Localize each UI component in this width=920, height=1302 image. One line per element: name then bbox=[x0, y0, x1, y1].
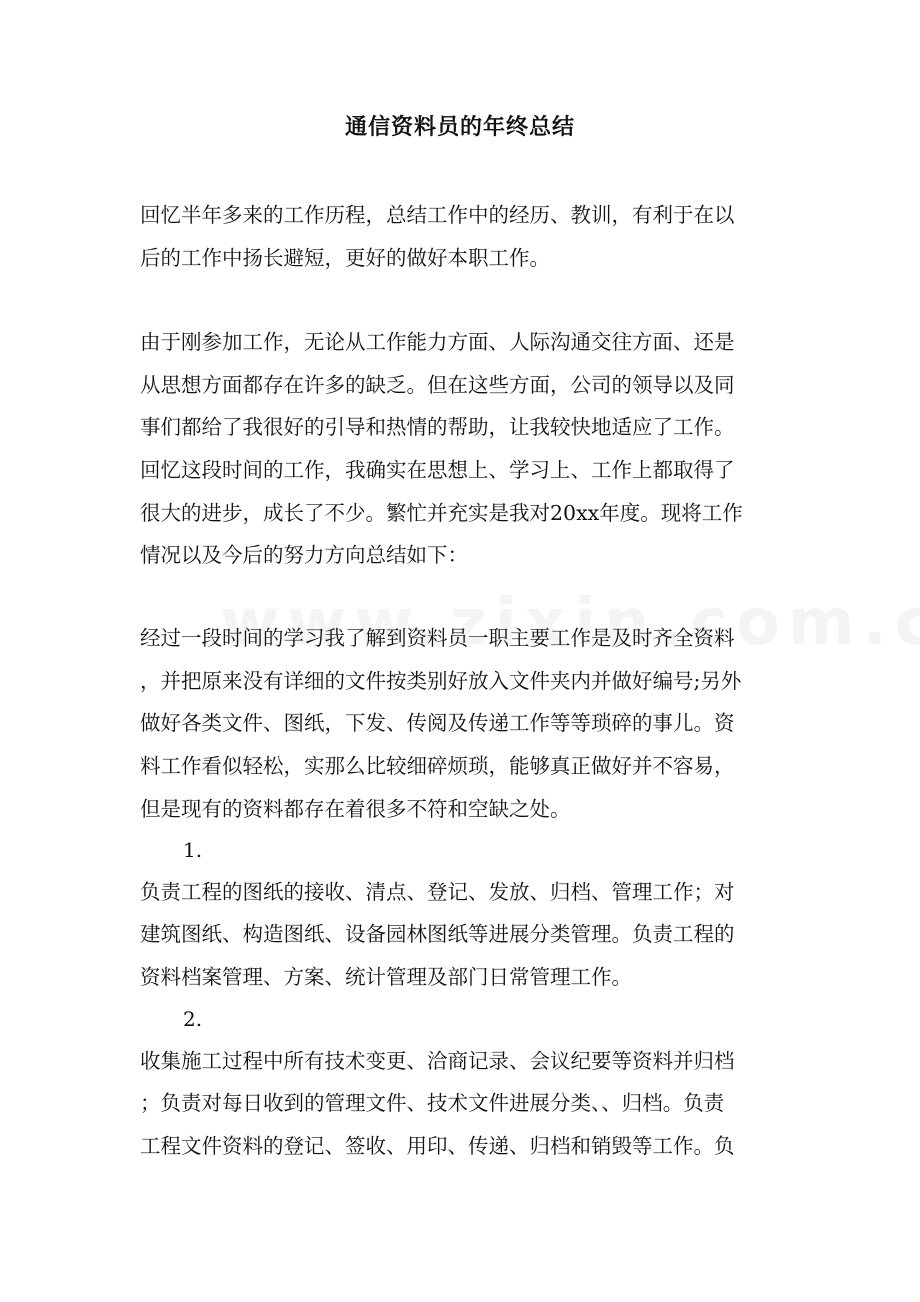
paragraph-line: 资料档案管理、方案、统计管理及部门日常管理工作。 bbox=[140, 965, 632, 989]
paragraph-line: 工程文件资料的登记、签收、用印、传递、归档和销毁等工作。负 bbox=[140, 1134, 735, 1158]
paragraph-line: 从思想方面都存在许多的缺乏。但在这些方面，公司的领导以及同 bbox=[140, 373, 735, 397]
paragraph-line: 负责工程的图纸的接收、清点、登记、发放、归档、管理工作；对 bbox=[140, 880, 735, 904]
list-number: 1. bbox=[183, 838, 203, 862]
paragraph-line: ，并把原来没有详细的文件按类别好放入文件夹内并做好编号;另外 bbox=[140, 669, 742, 693]
paragraph-line: 但是现有的资料都存在着很多不符和空缺之处。 bbox=[140, 797, 571, 821]
list-number: 2. bbox=[183, 1007, 203, 1031]
paragraph-line: 事们都给了我很好的引导和热情的帮助，让我较快地适应了工作。 bbox=[140, 415, 735, 439]
paragraph-line: 回忆半年多来的工作历程，总结工作中的经历、教训，有利于在以 bbox=[140, 203, 735, 227]
paragraph-line: 收集施工过程中所有技术变更、洽商记录、会议纪要等资料并归档 bbox=[140, 1049, 735, 1073]
paragraph-line: 料工作看似轻松，实那么比较细碎烦琐，能够真正做好并不容易， bbox=[140, 754, 735, 778]
paragraph-line: 建筑图纸、构造图纸、设备园林图纸等进展分类管理。负责工程的 bbox=[140, 922, 735, 946]
document-title: 通信资料员的年终总结 bbox=[344, 114, 575, 140]
paragraph-line: 回忆这段时间的工作，我确实在思想上、学习上、工作上都取得了 bbox=[140, 458, 735, 482]
paragraph-line: 后的工作中扬长避短，更好的做好本职工作。 bbox=[140, 246, 550, 270]
paragraph-line: 做好各类文件、图纸，下发、传阅及传递工作等等琐碎的事儿。资 bbox=[140, 711, 735, 735]
paragraph-line: 经过一段时间的学习我了解到资料员一职主要工作是及时齐全资料 bbox=[140, 626, 735, 650]
paragraph-line: 很大的进步，成长了不少。繁忙并充实是我对20xx年度。现将工作 bbox=[140, 501, 743, 525]
paragraph-line: 情况以及今后的努力方向总结如下： bbox=[140, 543, 468, 567]
paragraph-line: 由于刚参加工作，无论从工作能力方面、人际沟通交往方面、还是 bbox=[140, 330, 735, 354]
paragraph-line: ；负责对每日收到的管理文件、技术文件进展分类、、归档。负责 bbox=[140, 1091, 725, 1115]
